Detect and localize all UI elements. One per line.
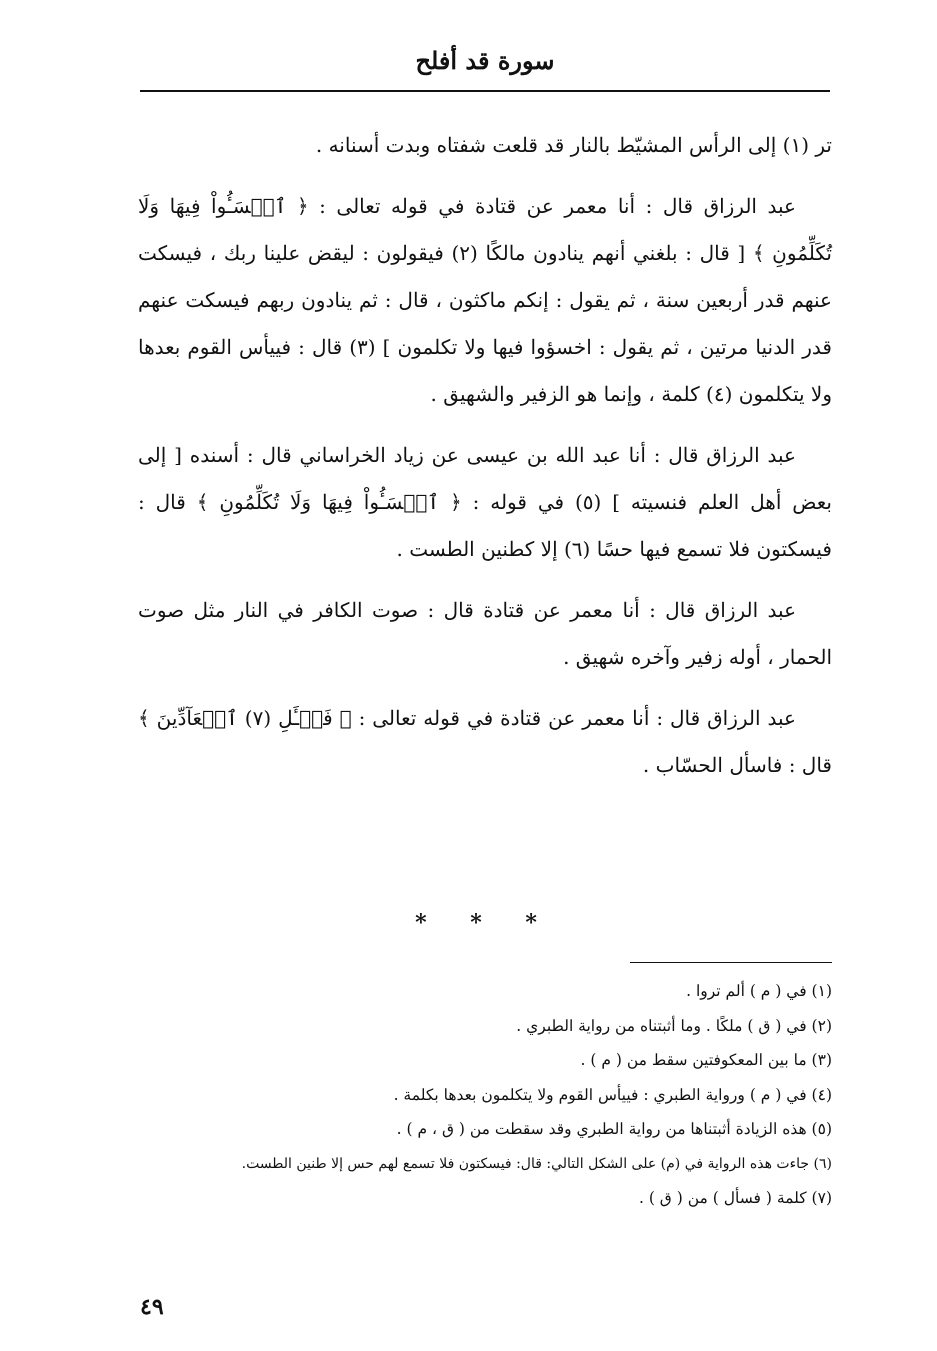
paragraph-kafir-voice: عبد الرزاق قال : أنا معمر عن قتادة قال : صوت الكافر في النار مثل صوت الحمار ، أوله زفير وآخره شهيق .: [138, 598, 832, 669]
paragraph-qatada-akhsau: عبد الرزاق قال : أنا معمر عن قتادة في قوله تعالى : ﴿ ٱخۡسَـُٔواْ فِيهَا وَلَا تُكَلِّمُونِ ﴾ [ قال : بلغني أنهم ينادون مالكًا (٢) فيقولون : ليقض علينا ربك ، فيسكت عنهم قدر أربعين سنة ، ثم يقول : إنكم ماكثون ، قال : ثم ينادون ربهم فيسكت عنهم قدر الدنيا مرتين ، ثم يقول : اخسؤوا فيها ولا تكلمون ] (٣) قال : فييأس القوم بعدها ولا يتكلمون (٤) كلمة ، وإنما هو الزفير والشهيق .: [138, 194, 832, 406]
section-separator: * * *: [415, 910, 555, 936]
header-rule: [140, 90, 830, 92]
paragraph-continuation: تر (١) إلى الرأس المشيّط بالنار قد قلعت شفتاه وبدت أسنانه .: [315, 133, 832, 157]
footnote-1: (١) في ( م ) ألم تروا .: [686, 982, 832, 1000]
footnote-3: (٣) ما بين المعكوفتين سقط من ( م ) .: [580, 1051, 832, 1069]
page-number: ٤٩: [140, 1294, 164, 1320]
page-header-title: سورة قد أفلح: [415, 46, 555, 75]
paragraph-khurasani: عبد الرزاق قال : أنا عبد الله بن عيسى عن زياد الخراساني قال : أسنده [ إلى بعض أهل العلم فنسيته ] (٥) في قوله : ﴿ ٱخۡسَـُٔواْ فِيهَا وَلَا تُكَلِّمُونِ ﴾ قال : فيسكتون فلا تسمع فيها حسًا (٦) إلا كطنين الطست .: [138, 443, 832, 561]
footnote-2: (٢) في ( ق ) ملكًا . وما أثبتناه من رواية الطبري .: [516, 1016, 832, 1035]
footnote-5: (٥) هذه الزيادة أثبتناها من رواية الطبري وقد سقطت من ( ق ، م ) .: [396, 1120, 832, 1138]
paragraph-fasal-al-addin: عبد الرزاق قال : أنا معمر عن قتادة في قوله تعالى : ﴿ فَسۡـَٔلِ (٧) ٱلۡعَآدِّينَ ﴾ قال : فاسأل الحسّاب .: [138, 706, 832, 777]
footnote-rule: [630, 962, 832, 963]
footnote-4: (٤) في ( م ) ورواية الطبري : فييأس القوم ولا يتكلمون بعدها بكلمة .: [393, 1085, 832, 1104]
footnote-7: (٧) كلمة ( فسأل ) من ( ق ) .: [638, 1189, 832, 1207]
footnote-6: (٦) جاءت هذه الرواية في (م) على الشكل التالي: قال: فيسكتون فلا تسمع لهم حس إلا طنين الطست.: [241, 1155, 832, 1172]
footnotes: [140, 974, 832, 1216]
main-text: [138, 122, 832, 803]
